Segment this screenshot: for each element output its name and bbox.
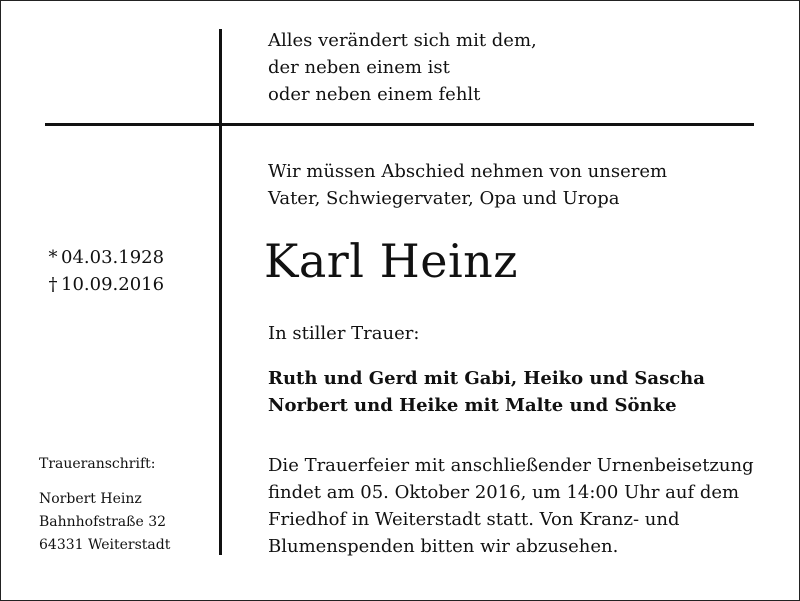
death-cross-icon: † [48,274,58,295]
quote-block [268,27,537,108]
death-date: 10.09.2016 [61,274,165,295]
ceremony-line: Friedhof in Weiterstadt statt. Von Kranz- und [268,509,680,530]
mourning-label: In stiller Trauer: [268,323,420,344]
address-label: Traueranschrift: [39,456,156,472]
cross-vertical-bar [219,29,222,555]
address-line: Bahnhofstraße 32 [39,514,167,530]
ceremony-info [268,452,754,560]
deceased-name: Karl Heinz [264,234,519,288]
address-line: 64331 Weiterstadt [39,537,171,553]
birth-date-row [45,244,164,271]
intro-line: Vater, Schwiegervater, Opa und Uropa [268,188,620,209]
death-date-row [45,271,164,298]
ceremony-line: Blumenspenden bitten wir abzusehen. [268,536,619,557]
mourner-line: Ruth und Gerd mit Gabi, Heiko und Sascha [268,368,705,389]
ceremony-line: findet am 05. Oktober 2016, um 14:00 Uhr auf dem [268,482,740,503]
life-dates [45,244,164,298]
quote-line: oder neben einem fehlt [268,84,481,105]
birth-date: 04.03.1928 [61,247,165,268]
address-line: Norbert Heinz [39,491,142,507]
mourners-list [268,365,705,419]
mourner-line: Norbert und Heike mit Malte und Sönke [268,395,677,416]
ceremony-line: Die Trauerfeier mit anschließender Urnenbeisetzung [268,455,754,476]
quote-line: Alles verändert sich mit dem, [268,30,537,51]
farewell-intro [268,158,667,212]
cross-horizontal-bar [45,123,754,126]
intro-line: Wir müssen Abschied nehmen von unserem [268,161,668,182]
quote-line: der neben einem ist [268,57,450,78]
birth-star-icon: * [48,247,58,268]
mourning-address [39,453,170,557]
